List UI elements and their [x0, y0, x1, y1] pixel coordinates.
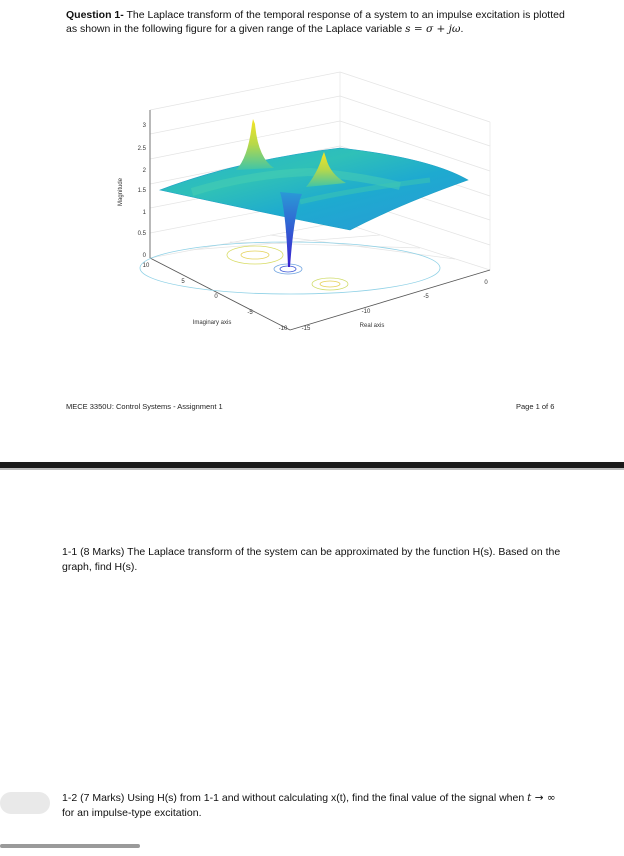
svg-text:5: 5: [181, 279, 185, 285]
svg-text:1.5: 1.5: [137, 188, 146, 194]
svg-text:-5: -5: [247, 310, 253, 316]
question-1-1-text: 1-1 (8 Marks) The Laplace transform of the system can be approximated by the function H(s). Based on the graph, find H(s).: [62, 546, 561, 573]
question-body: The Laplace transform of the temporal response of a system to an impulse excitation is plotted as shown in the following figure for a given range of the Laplace variable: [66, 9, 565, 35]
svg-text:2.5: 2.5: [137, 146, 146, 152]
question-1-2-text: 1-2 (7 Marks) Using H(s) from 1-1 and without calculating x(t), find the final value of the signal when t → ∞ for an impulse-type excitation.: [62, 792, 556, 819]
real-axis-label: Real axis: [359, 323, 385, 329]
z-axis-label: Magnitude: [118, 177, 124, 207]
real-tick-labels: [302, 280, 489, 332]
time-variable: t: [527, 792, 532, 804]
page-footer-course: MECE 3350U: Control Systems - Assignment 1: [66, 402, 223, 411]
svg-text:3: 3: [142, 123, 146, 129]
svg-text:-5: -5: [423, 294, 429, 300]
svg-text:0: 0: [484, 280, 488, 286]
svg-text:2: 2: [142, 168, 146, 174]
limit-arrow: → ∞: [531, 792, 556, 804]
svg-text:1: 1: [142, 210, 146, 216]
laplace-surface-plot: [100, 62, 520, 352]
side-tab[interactable]: [0, 792, 50, 814]
imag-axis-label: Imaginary axis: [192, 320, 232, 326]
question-1-text: Question 1- The Laplace transform of the temporal response of a system to an impulse excitation is plotted as shown in the following figure for a given range of the Laplace variable s = σ + jω.: [66, 9, 565, 35]
svg-text:10: 10: [142, 263, 150, 269]
horizontal-scrollbar[interactable]: [0, 844, 140, 848]
question-heading: Question 1-: [66, 9, 124, 21]
svg-text:-15: -15: [301, 326, 311, 332]
svg-text:0.5: 0.5: [137, 231, 146, 237]
z-tick-labels: [138, 123, 147, 259]
svg-text:0: 0: [214, 294, 218, 300]
svg-text:-10: -10: [278, 326, 288, 332]
laplace-variable-formula: s = σ + jω: [405, 23, 461, 35]
svg-text:-10: -10: [361, 309, 371, 315]
page-footer-number: Page 1 of 6: [516, 402, 555, 411]
svg-text:0: 0: [142, 253, 146, 259]
